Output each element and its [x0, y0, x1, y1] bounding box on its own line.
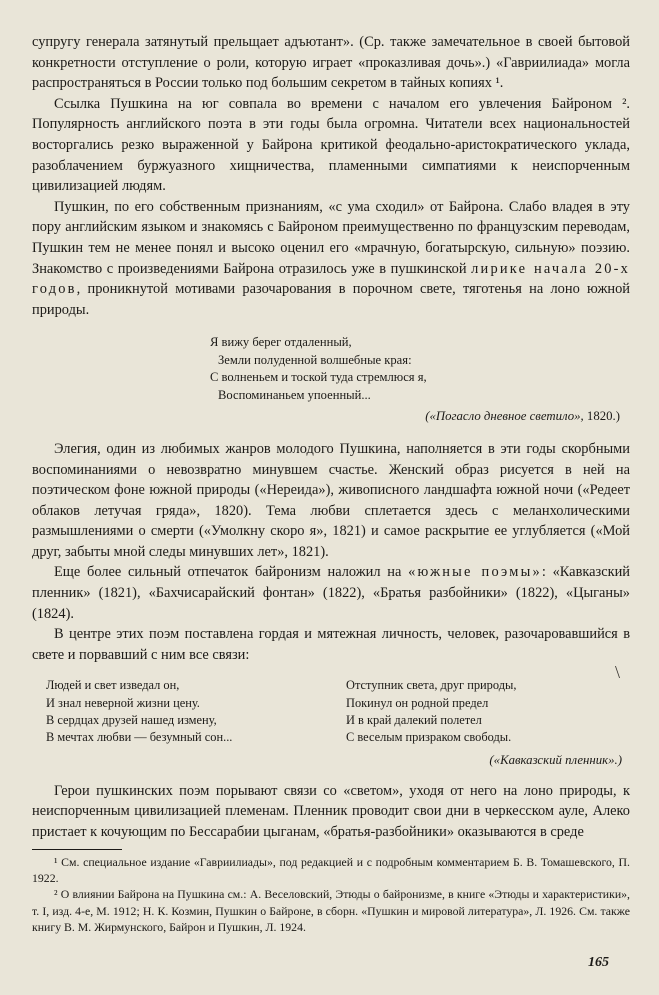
poem-line: И в край далекий полетел [346, 712, 482, 727]
poem-line: Я вижу берег отдаленный, [210, 335, 352, 350]
poem-line: Покинул он родной предел [346, 695, 489, 710]
citation-year: 1820.) [583, 409, 620, 424]
citation-title: («Погасло дневное светило», [425, 409, 584, 424]
poem-citation-2: («Кавказский пленник».) [489, 753, 622, 768]
paragraph-6: В центре этих поэм поставлена гордая и мятежная личность, человек, разочаровавшийся в свете и порвавший с ним все связи: [32, 626, 630, 663]
poem-citation-1 [32, 406, 620, 427]
paragraph-3-spaced: лирике начала 20-х годов [32, 260, 631, 298]
paragraph-2: Ссылка Пушкина на юг совпала во времени с началом его увлечения Байроном ². Популярность английского поэта в эти годы была огромна. Читатели всех национальностей восторгались резко выраженной у Байрона критикой феодально-аристократического уклада, разоблачением буржуазного хищничества, пламенными симпатиями к неиспорченным цивилизацией людям. [32, 95, 630, 195]
poem-line: И знал неверной жизни цену. [46, 695, 200, 710]
poem-column-left [46, 677, 316, 746]
paragraph-3-text-a: Пушкин, по его собственным признаниям, «с ума сходил» от Байрона. Слабо владея в эту пору английским языком и знакомясь с Байроном преимущественно по французским переводам, Пушкин тем не менее понял и высоко оценил его «мрачную, богатырскую, сильную» поэзию. Знакомство с произведениями Байрона отразилось уже в пушкинской [32, 198, 630, 277]
page-number: 165 [588, 955, 609, 970]
poem-line: Людей и свет изведал он, [46, 678, 180, 693]
paragraph-7: Герои пушкинских поэм порывают связи со «светом», уходя от него на лоно природы, к неиспорченным цивилизацией племенам. Пленник проводит свои дни в черкесском ауле, Алеко пристает к кочующим по Бессарабии цыганам, «братья-разбойники» оказываются в среде [32, 782, 630, 841]
paragraph-5 [32, 562, 630, 624]
paragraph-5-text-a: Еще более сильный отпечаток байронизм наложил на [54, 564, 409, 581]
poem-line: С волненьем и тоской туда стремлюся я, [210, 370, 427, 385]
poem-excerpt-2 [46, 677, 630, 746]
footnote-2: ² О влиянии Байрона на Пушкина см.: А. Веселовский, Этюды о байронизме, в книге «Этюды и характеристики», т. I, изд. 4-е, М. 1912; Н. К. Козмин, Пушкин о Байроне, в сборн. «Пушкин и мировой литература», Л. 1926. См. также книгу В. М. Жирмунского, Байрон и Пушкин, Л. 1924. [32, 887, 630, 935]
book-page [32, 32, 630, 936]
poem-line: В мечтах любви — безумный сон... [46, 730, 233, 745]
poem-line: Воспоминаньем упоенный... [218, 387, 371, 402]
poem-line: Земли полуденной волшебные края: [218, 352, 412, 367]
paragraph-3-text-c: , проникнутой мотивами разочарования в порочном свете, тяготенья на лоно южной природы. [32, 281, 630, 318]
poem-line: С веселым призраком свободы. [346, 730, 512, 745]
paragraph-3 [32, 197, 630, 321]
poem-column-right [346, 677, 516, 746]
paragraph-1: супругу генерала затянутый прельщает адъютант». (Ср. также замечательное в своей бытовой конкретности отступление о роли, которую играет «проказливая дочь».) «Гавриилиада» могла распространяться в России только под большим секретом в тайных копиях ¹. [32, 34, 630, 92]
paragraph-5-spaced: «южные поэмы» [408, 564, 542, 581]
poem-excerpt-1 [210, 334, 630, 404]
footnote-divider [32, 849, 122, 850]
footnote-1: ¹ См. специальное издание «Гавриилиады», под редакцией и с подробным комментарием Б. В. Томашевского, П. 1922. [32, 854, 630, 886]
footnotes [32, 854, 630, 936]
poem-line: В сердцах друзей нашед измену, [46, 712, 217, 727]
paragraph-5-text-c: : «Кавказский пленник» (1821), «Бахчисарайский фонтан» (1822), «Братья разбойники» (1822), «Цыганы» (1824). [32, 564, 630, 622]
paragraph-4: Элегия, один из любимых жанров молодого Пушкина, наполняется в эти годы скорбными воспоминаниями о невозвратно минувшем счастье. Женский образ рисуется в ней на поэтическом фоне южной природы («Нереида»), живописного ландшафта южной ночи («Редеет облаков летучая гряда», 1820). Тема любви сплетается здесь с меланхолическими размышлениями о смерти («Умолкну скоро я», 1821) и самое раскрытие ее углубляется («Мой друг, забыты мной следы минувших лет», 1821). [32, 440, 630, 560]
margin-pencil-mark: \ [615, 662, 621, 682]
poem-line: Отступник света, друг природы, [346, 678, 517, 693]
